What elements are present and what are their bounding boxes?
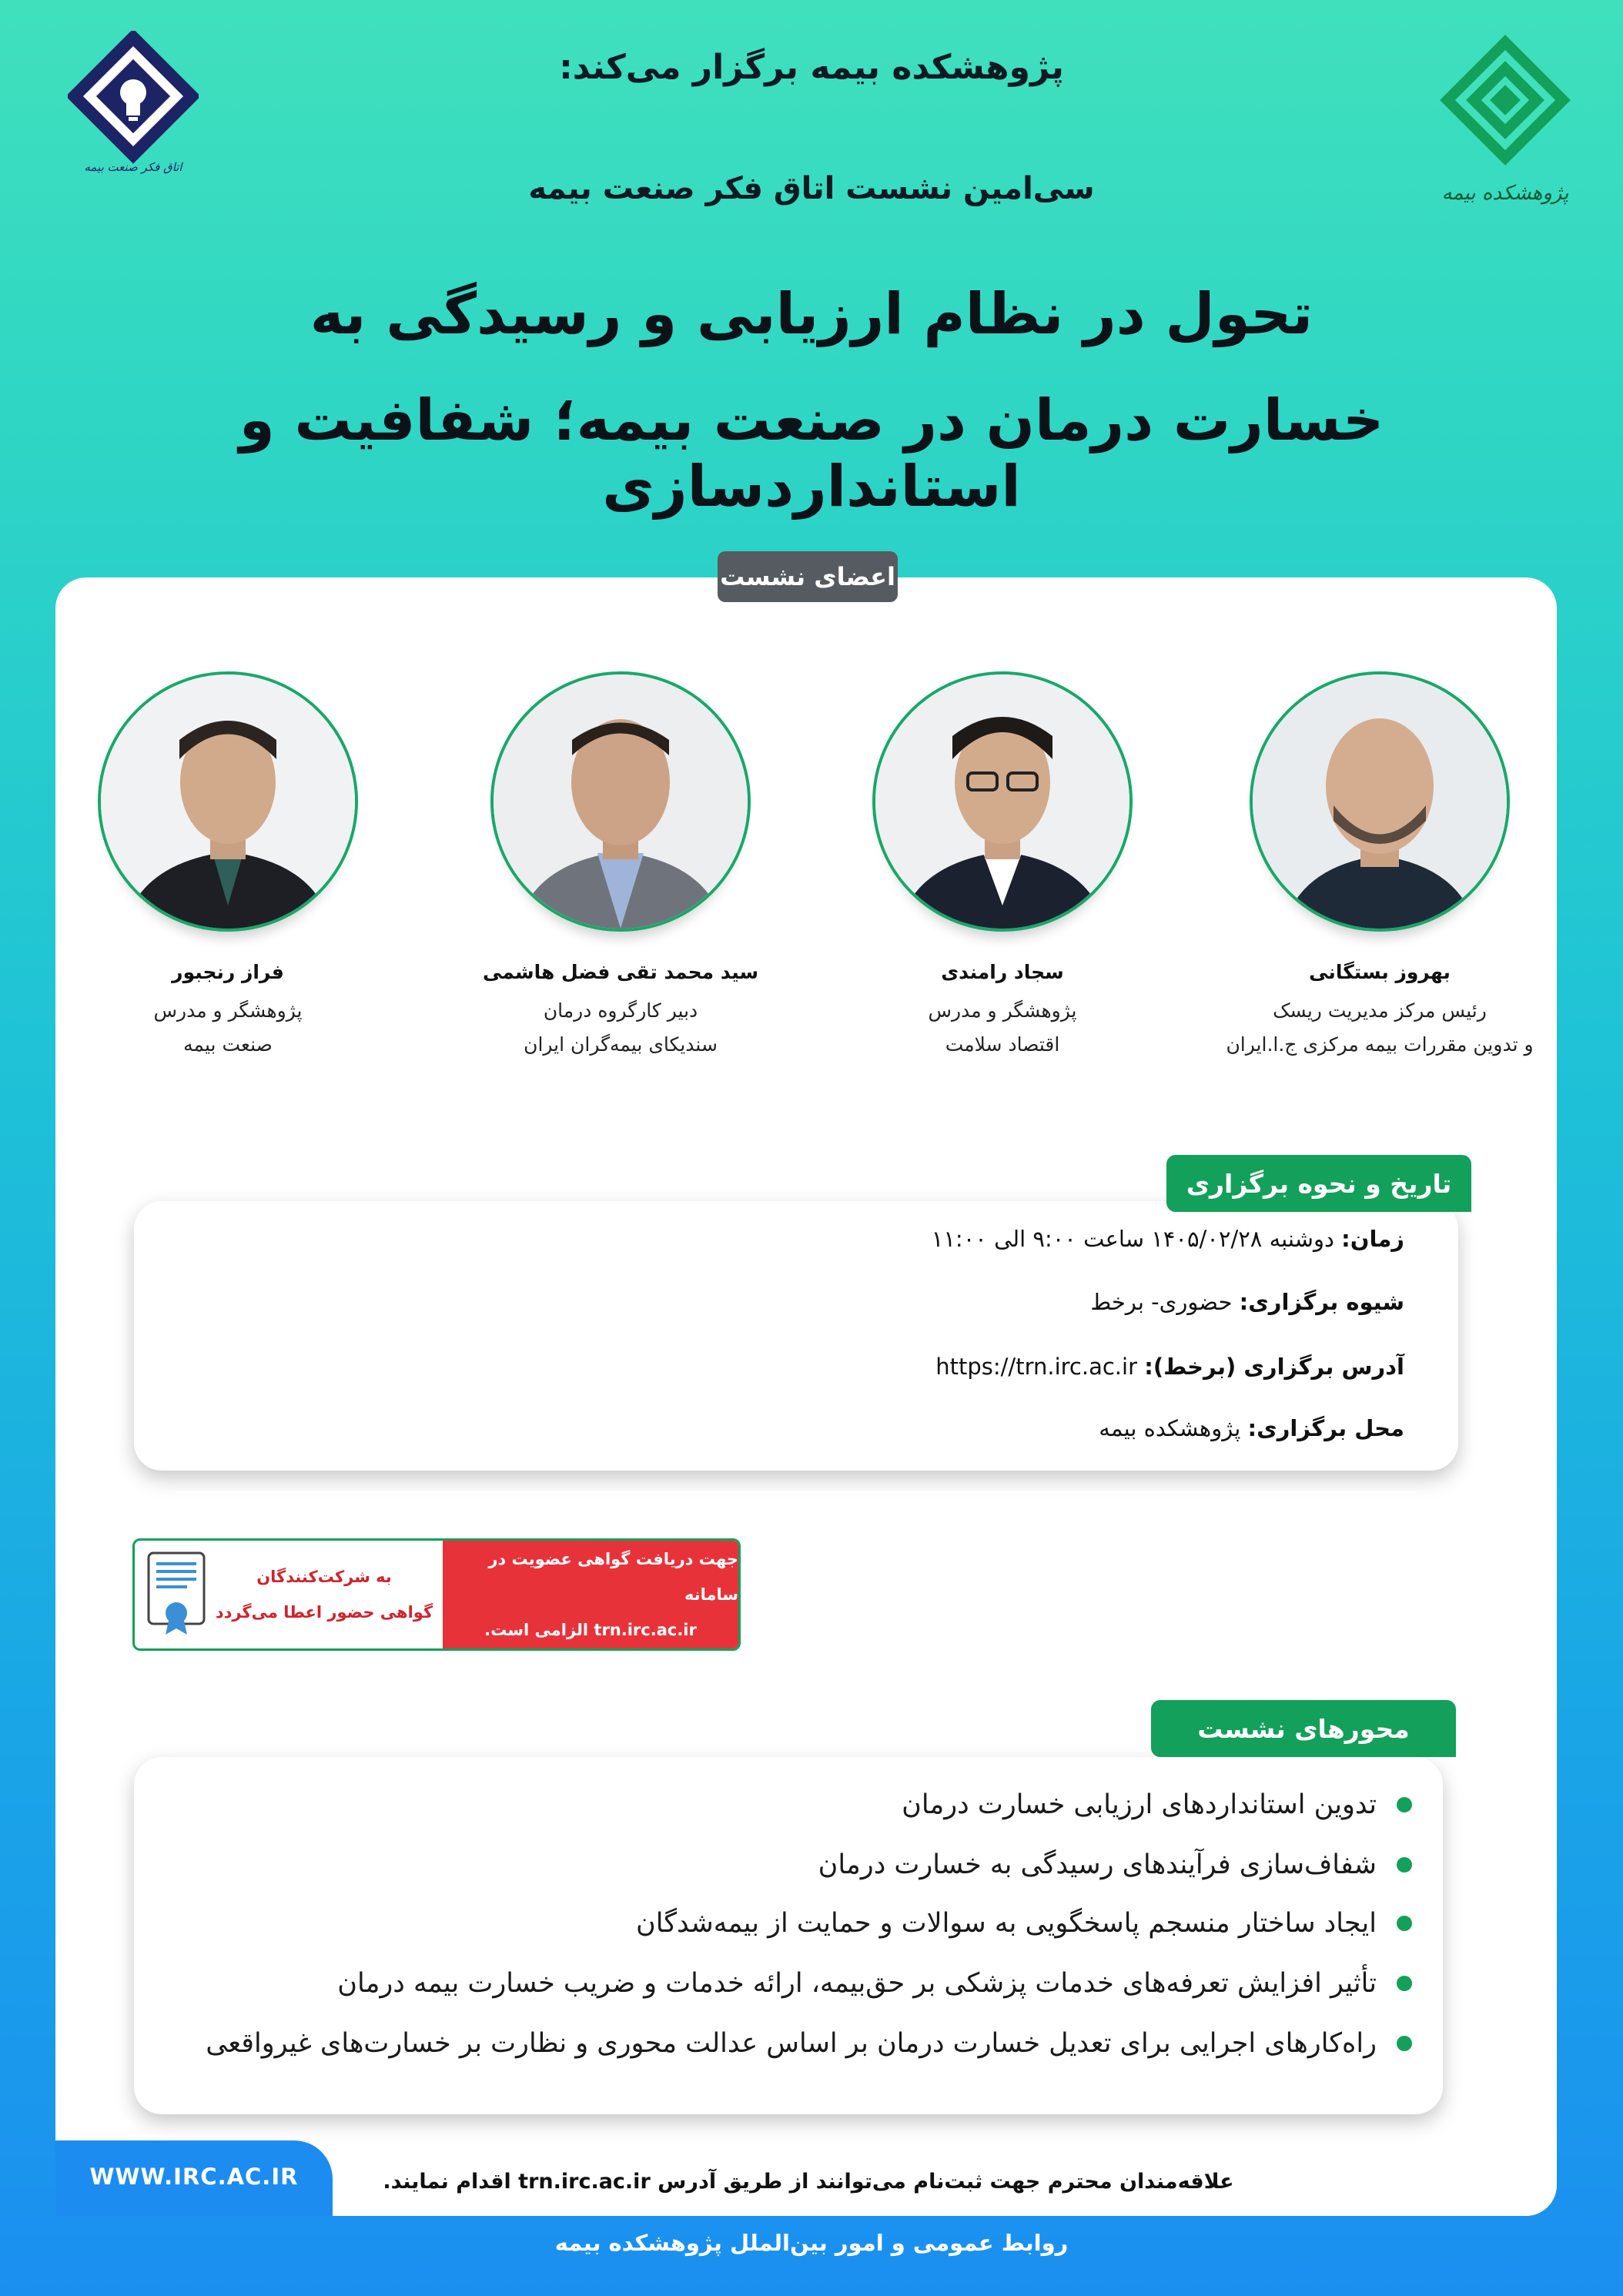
member-card xyxy=(459,671,782,1062)
member-name: بهروز بستگانی xyxy=(1309,961,1451,983)
member-card xyxy=(841,671,1164,1062)
topics-box xyxy=(134,1757,1443,2114)
certificate-requirement-line-1: جهت دریافت گواهی عضویت در سامانه xyxy=(488,1550,738,1604)
member-photo xyxy=(490,671,751,932)
topic-text: تأثیر افزایش تعرفه‌های خدمات پزشکی بر حق‌بیمه، ارائه خدمات و ضریب خسارت بیمه درمان xyxy=(337,1968,1377,1999)
topic-item xyxy=(902,1789,1412,1820)
certificate-notice-line-2: گواهی حضور اعطا می‌گردد xyxy=(215,1603,433,1622)
member-role-line-2: سندیکای بیمه‌گران ایران xyxy=(524,1033,718,1056)
schedule-tag: تاریخ و نحوه برگزاری xyxy=(1166,1155,1471,1212)
member-role-line-2: صنعت بیمه xyxy=(183,1033,273,1056)
member-name: فراز رنجبور xyxy=(172,961,284,983)
member-role: رئیس مرکز مدیریت ریسک xyxy=(1273,999,1487,1022)
method-label: شیوه برگزاری: xyxy=(1239,1289,1404,1315)
schedule-method-row xyxy=(1090,1289,1404,1315)
think-tank-logo-caption: اتاق فکر صنعت بیمه xyxy=(84,160,182,174)
topic-item xyxy=(337,1968,1412,1999)
member-role: دبیر کارگروه درمان xyxy=(543,999,698,1022)
topic-text: راه‌کارهای اجرایی برای تعدیل خسارت درمان بر اساس عدالت محوری و نظارت بر خسارت‌های غیرواقعی xyxy=(206,2028,1377,2059)
member-name: سید محمد تقی فضل هاشمی xyxy=(482,961,759,983)
time-value: دوشنبه ۱۴۰۵/۰۲/۲۸ ساعت ۹:۰۰ الی ۱۱:۰۰ xyxy=(931,1226,1334,1252)
member-card xyxy=(66,671,390,1062)
institute-logo xyxy=(1440,31,1571,216)
think-tank-logo xyxy=(68,31,199,185)
member-role-line-2: اقتصاد سلامت xyxy=(945,1033,1060,1056)
topic-text: ایجاد ساختار منسجم پاسخگویی به سوالات و حمایت از بیمه‌شدگان xyxy=(635,1908,1377,1939)
members-tag: اعضای نشست xyxy=(718,551,898,602)
certificate-notice xyxy=(209,1541,440,1648)
method-value: حضوری- برخط xyxy=(1090,1289,1233,1315)
website-link[interactable]: WWW.IRC.AC.IR xyxy=(89,2164,299,2190)
session-number: سی‌امین نشست اتاق فکر صنعت بیمه xyxy=(528,171,1095,206)
certificate-banner xyxy=(132,1538,741,1651)
venue-value: پژوهشکده بیمه xyxy=(1099,1415,1241,1441)
topic-text: شفاف‌سازی فرآیندهای رسیدگی به خسارت درمان xyxy=(818,1849,1377,1880)
certificate-requirement-line-2: trn.irc.ac.ir الزامی است. xyxy=(484,1621,697,1639)
venue-label: محل برگزاری: xyxy=(1247,1415,1404,1441)
topic-text: تدوین استانداردهای ارزیابی خسارت درمان xyxy=(902,1789,1377,1820)
address-label: آدرس برگزاری (برخط): xyxy=(1144,1354,1404,1380)
topics-tag: محورهای نشست xyxy=(1151,1700,1456,1757)
event-title-line-1: تحول در نظام ارزیابی و رسیدگی به xyxy=(310,281,1313,347)
bullet-icon xyxy=(1397,1916,1412,1931)
bullet-icon xyxy=(1397,1797,1412,1812)
institute-logo-caption: پژوهشکده بیمه xyxy=(1441,182,1569,205)
topic-item xyxy=(206,2028,1412,2059)
certificate-requirement xyxy=(443,1541,738,1648)
bullet-icon xyxy=(1397,2036,1412,2051)
event-title-line-2: خسارت درمان در صنعت بیمه؛ شفافیت و استانداردسازی xyxy=(239,387,1384,520)
schedule-box xyxy=(134,1201,1458,1471)
topic-item xyxy=(636,1908,1412,1939)
schedule-address-row xyxy=(935,1354,1404,1380)
address-link[interactable]: https://trn.irc.ac.ir xyxy=(935,1354,1138,1380)
organizer-line: پژوهشکده بیمه برگزار می‌کند: xyxy=(559,48,1064,87)
registration-note: علاقه‌مندان محترم جهت ثبت‌نام می‌توانند از طریق آدرس trn.irc.ac.ir اقدام نمایند. xyxy=(383,2170,1234,2194)
member-name: سجاد رامندی xyxy=(941,961,1064,983)
member-photo xyxy=(1250,671,1510,932)
bullet-icon xyxy=(1397,1857,1412,1873)
member-card xyxy=(1218,671,1541,1062)
time-label: زمان: xyxy=(1341,1226,1404,1252)
member-photo xyxy=(98,671,358,932)
member-role-line-2: و تدوین مقررات بیمه مرکزی ج.ا.ایران xyxy=(1226,1033,1534,1056)
schedule-venue-row xyxy=(1099,1415,1404,1441)
member-role: پژوهشگر و مدرس xyxy=(153,999,303,1022)
member-role: پژوهشگر و مدرس xyxy=(928,999,1077,1022)
bullet-icon xyxy=(1397,1976,1412,1991)
certificate-icon xyxy=(146,1551,207,1636)
public-relations-credit: روابط عمومی و امور بین‌الملل پژوهشکده بیمه xyxy=(554,2230,1069,2256)
topic-item xyxy=(818,1849,1412,1880)
schedule-time-row xyxy=(932,1226,1404,1252)
certificate-notice-line-1: به شرکت‌کنندگان xyxy=(256,1568,392,1586)
member-photo xyxy=(872,671,1133,932)
